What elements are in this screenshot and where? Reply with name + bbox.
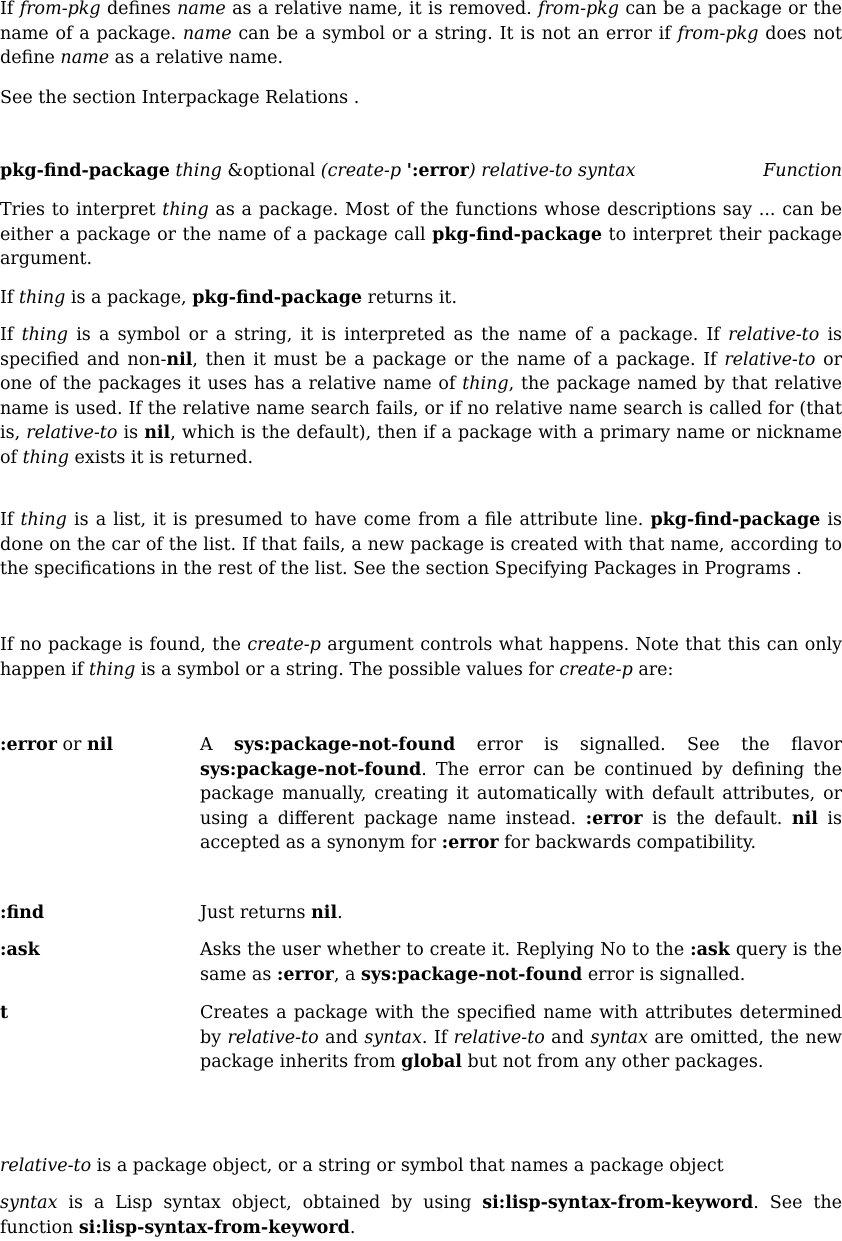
- function-signature: pkg-find-package thing &optional (create-p ':error) relative-to syntax: [0, 161, 636, 181]
- body-paragraph-4: If thing is a list, it is presumed to have come from a file attribute line. pkg-find-package is done on the car of the list. If that fails, a new package is created with that name, according to the specifications in the rest of the list. See the section Specifying Packages in Programs .: [0, 510, 842, 579]
- body-paragraph-3: If thing is a symbol or a string, it is interpreted as the name of a package. If relative-to is specified and non-nil, then it must be a package or the name of a package. If relative-to or one of the packages it uses has a relative name of thing, the package named by that relative name is used. If the relative name search fails, or if no relative name search is called for (that is, relative-to is nil, which is the default), then if a package with a primary name or nickname of thing exists it is returned.: [0, 325, 842, 468]
- value-key-error: :error or nil: [0, 735, 113, 755]
- value-description: A sys:package-not-found error is signalled. See the flavor sys:package-not-found. The error can be continued by defining the package manually, creating it automatically with default attributes, or using a different package name instead. :error is the default. nil is accepted as a synonym for :error for backwards compatibility.: [200, 735, 842, 853]
- body-paragraph-5: If no package is found, the create-p argument controls what happens. Note that this can only happen if thing is a symbol or a string. The possible values for create-p are:: [0, 635, 842, 680]
- intro-paragraph: If from-pkg defines name as a relative name, it is removed. from-pkg can be a package or the name of a package. name can be a symbol or a string. It is not an error if from-pkg does not define name as a relative name.: [0, 0, 842, 68]
- function-name: pkg-find-package: [0, 161, 170, 181]
- note-relative-to: relative-to is a package object, or a string or symbol that names a package object: [0, 1156, 724, 1176]
- definition-kind: Function: [763, 161, 842, 181]
- value-key-ask: :ask: [0, 940, 40, 960]
- body-paragraph-1: Tries to interpret thing as a package. Most of the functions whose descriptions say ... can be either a package or the name of a package call pkg-find-package to interpret their package argument.: [0, 200, 842, 269]
- value-key-find: :find: [0, 903, 45, 923]
- function-definition-header: [0, 159, 842, 185]
- note-syntax: syntax is a Lisp syntax object, obtained by using si:lisp-syntax-from-keyword. See the function si:lisp-syntax-from-keyword.: [0, 1193, 842, 1238]
- body-paragraph-2: If thing is a package, pkg-find-package returns it.: [0, 288, 458, 308]
- value-key-t: t: [0, 1003, 9, 1023]
- value-description: Just returns nil.: [200, 903, 343, 923]
- value-description: Asks the user whether to create it. Replying No to the :ask query is the same as :error, a sys:package-not-found error is signalled.: [200, 940, 842, 985]
- see-section-interpackage-relations[interactable]: See the section Interpackage Relations .: [0, 88, 360, 108]
- value-description: Creates a package with the specified name with attributes determined by relative-to and syntax. If relative-to and syntax are omitted, the new package inherits from global but not from any other packages.: [200, 1003, 842, 1072]
